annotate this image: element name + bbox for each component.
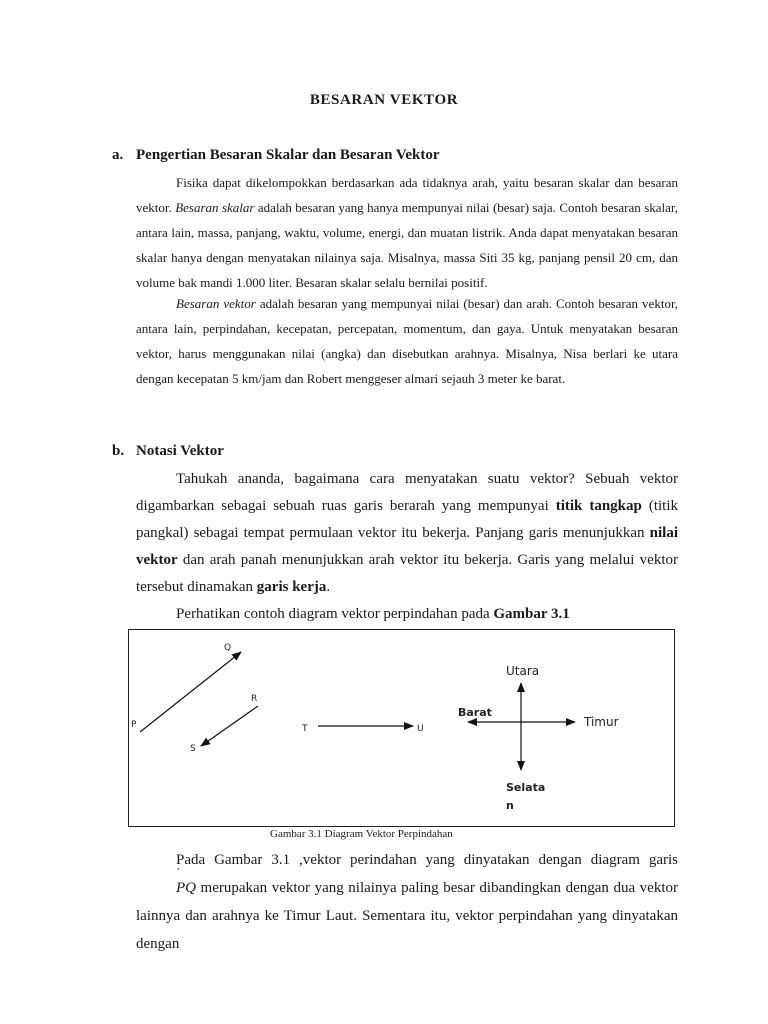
- text-run: Fisika dapat dikelompokkan berdasarkan ada tidaknya arah, yaitu besaran skalar dan besaran vektor.: [136, 175, 678, 215]
- term-besaran-skalar: Besaran skalar: [175, 200, 255, 215]
- vector-mark: ′: [177, 866, 180, 878]
- section-a-title: Pengertian Besaran Skalar dan Besaran Vektor: [136, 147, 440, 163]
- label-q: Q: [224, 643, 232, 653]
- vector-pq-letters: PQ: [176, 880, 196, 896]
- vector-pq-notation: [136, 866, 196, 902]
- label-t: T: [302, 724, 308, 734]
- label-utara: Utara: [506, 664, 540, 678]
- section-a-paragraph-1: [136, 170, 678, 295]
- label-selatan-1: Selata: [506, 781, 546, 794]
- figure-reference: Gambar 3.1: [493, 606, 570, 622]
- figure-caption: Gambar 3.1 Diagram Vektor Perpindahan: [270, 828, 453, 840]
- section-b-number: b.: [112, 443, 125, 459]
- text-run: dan arah panah menunjukkan arah vektor itu bekerja. Garis yang melalui vektor tersebut dinamakan: [136, 552, 678, 595]
- section-b-paragraph-2: [136, 601, 678, 628]
- section-a-heading: [112, 147, 440, 164]
- section-a-paragraph-2: [136, 291, 678, 391]
- label-timur: Timur: [584, 715, 619, 729]
- section-b-heading: [112, 443, 224, 460]
- figure-3-1: [128, 629, 675, 827]
- term-titik-tangkap: titik tangkap: [555, 498, 642, 514]
- vector-diagram: [129, 630, 674, 826]
- term-garis-kerja: garis kerja: [256, 579, 327, 595]
- label-barat: Barat: [458, 706, 492, 719]
- text-run: adalah besaran yang hanya mempunyai nilai (besar) saja. Contoh besaran skalar, antara lain, massa, panjang, waktu, volume, energi, dan muatan listrik. Anda dapat menyatakan besaran skalar hanya dengan menyatakan nilainya saja. Misalnya, massa Siti 35 kg, panjang pensil 20 cm, dan volume bak mandi 1.000 liter. Besaran skalar selalu bernilai positif.: [136, 200, 678, 290]
- label-u: U: [417, 724, 424, 734]
- section-a-number: a.: [112, 147, 124, 163]
- label-r: R: [251, 694, 258, 704]
- label-p: P: [131, 720, 137, 730]
- page-title: BESARAN VEKTOR: [309, 92, 459, 108]
- section-b-title: Notasi Vektor: [136, 443, 224, 459]
- label-selatan-2: n: [506, 799, 514, 812]
- text-run: Tahukah ananda, bagaimana cara menyatakan suatu vektor? Sebuah vektor digambarkan sebagai sebuah ruas garis berarah yang mempunyai: [136, 471, 678, 514]
- section-b-paragraph-1: [136, 466, 678, 601]
- term-besaran-vektor: Besaran vektor: [176, 296, 256, 311]
- label-s: S: [190, 744, 196, 754]
- text-run: Pada Gambar 3.1 ,vektor perindahan yang dinyatakan dengan diagram garis: [176, 852, 678, 868]
- vector-rs: [201, 706, 258, 746]
- vector-pq: [140, 652, 241, 732]
- text-run: Perhatikan contoh diagram vektor perpindahan pada: [176, 606, 494, 622]
- text-run: merupakan vektor yang nilainya paling besar dibandingkan dengan dua vektor lainnya dan arahnya ke Timur Laut. Sementara itu, vektor perpindahan yang dinyatakan dengan: [136, 880, 678, 952]
- text-run: .: [326, 579, 331, 595]
- closing-paragraph: [136, 846, 678, 958]
- term-nilai-vektor: nilai vektor: [136, 525, 678, 568]
- text-run: adalah besaran yang mempunyai nilai (besar) dan arah. Contoh besaran vektor, antara lain, perpindahan, kecepatan, percepatan, momentum, dan gaya. Untuk menyatakan besaran vektor, harus menggunakan nilai (angka) dan disebutkan arahnya. Misalnya, Nisa berlari ke utara dengan kecepatan 5 km/jam dan Robert menggeser almari sejauh 3 meter ke barat.: [136, 296, 678, 386]
- text-run: (titik pangkal) sebagai tempat permulaan vektor itu bekerja. Panjang garis menunjukkan: [136, 498, 678, 541]
